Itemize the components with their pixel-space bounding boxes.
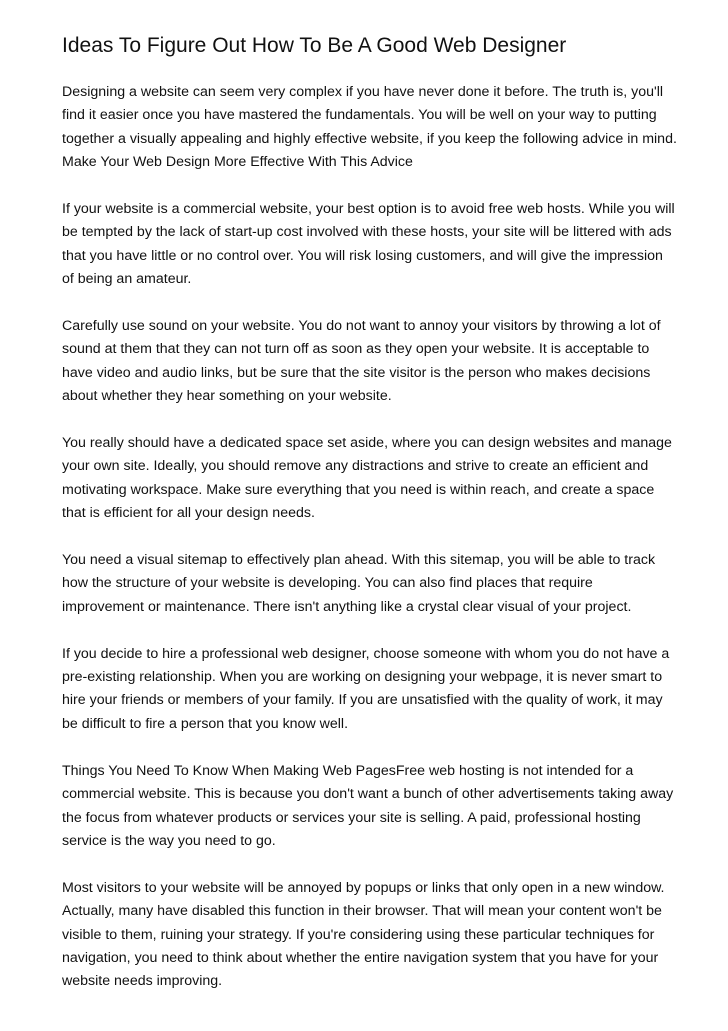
paragraph-sound: Carefully use sound on your website. You do not want to annoy your visitors by throwing a lot of sound at them that they can not turn off as soon as they open your website. It is acceptable to have video and audio links, but be sure that the site visitor is the person who makes decisions about whether they hear something on your website. [62,318,661,405]
section-heading-effective-design: Make Your Web Design More Effective With This Advice [62,154,413,171]
paragraph-paid-hosting: Things You Need To Know When Making Web PagesFree web hosting is not intended for a commercial website. This is because you don't want a bunch of other advertisements taking away the focus from whatever products or services your site is selling. A paid, professional hosting service is the way you need to go. [62,762,674,849]
paragraph-workspace: You really should have a dedicated space set aside, where you can design websites and manage your own site. Ideally, you should remove any distractions and strive to create an efficient and motivating workspace. Make sure everything that you need is within reach, and create a space that is efficient for all your design needs. [62,435,672,522]
intro-paragraph: Designing a website can seem very complex if you have never done it before. The truth is, you'll find it easier once you have mastered the fundamentals. You will be well on your way to putting together a visually appealing and highly effective website, if you keep the following advice in mind. [62,84,677,147]
paragraph-popups: Most visitors to your website will be annoyed by popups or links that only open in a new window. Actually, many have disabled this function in their browser. That will mean your content won't be visible to them, ruining your strategy. If you're considering using these particular techniques for navigation, you need to think about whether the entire navigation system that you have for your website needs improving. [62,879,665,990]
paragraph-sitemap: You need a visual sitemap to effectively plan ahead. With this sitemap, you will be able to track how the structure of your website is developing. You can also find places that require improvement or maintenance. There isn't anything like a crystal clear visual of your project. [62,552,656,615]
paragraph-free-web-hosts: If your website is a commercial website, your best option is to avoid free web hosts. While you will be tempted by the lack of start-up cost involved with these hosts, your site will be littered with ads that you have little or no control over. You will risk losing customers, and will give the impression of being an amateur. [62,201,675,288]
page-title: Ideas To Figure Out How To Be A Good Web Designer [62,34,567,57]
paragraph-hire-designer: If you decide to hire a professional web designer, choose someone with whom you do not have a pre-existing relationship. When you are working on designing your webpage, it is never smart to hire your friends or members of your family. If you are unsatisfied with the quality of work, it may be difficult to fire a person that you know well. [62,645,670,732]
